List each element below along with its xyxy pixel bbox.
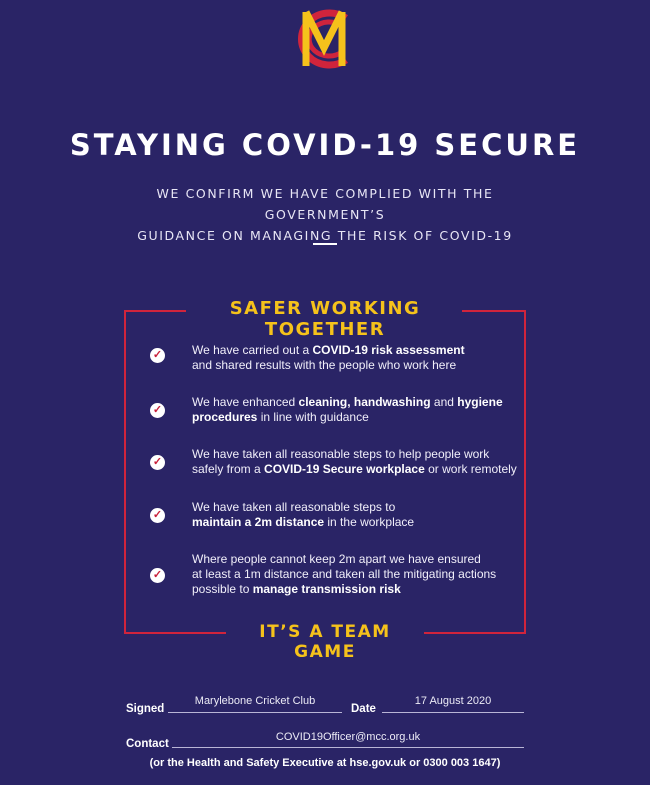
- frame-border: [124, 310, 186, 312]
- item-text-span: We have taken all reasonable steps to help people work: [192, 447, 490, 461]
- frame-border: [124, 632, 226, 634]
- item-text-span: We have taken all reasonable steps to: [192, 500, 396, 514]
- item-text-span: and: [430, 395, 458, 409]
- item-text: [192, 395, 522, 425]
- check-icon: ✓: [150, 508, 165, 523]
- item-text: [192, 447, 522, 477]
- contact-line: [172, 747, 524, 748]
- date-value: 17 August 2020: [414, 695, 492, 707]
- item-text-bold: COVID-19 risk assessment: [312, 343, 465, 357]
- item-text-span: safely from a: [192, 462, 265, 476]
- subtitle-line: GUIDANCE ON MANAGING THE RISK OF COVID-19: [137, 228, 513, 243]
- item-text-span: or work remotely: [424, 462, 517, 476]
- frame-border: [124, 310, 126, 634]
- item-text-bold: maintain a 2m distance: [192, 515, 325, 529]
- signed-value: Marylebone Cricket Club: [194, 695, 316, 707]
- footer-note: (or the Health and Safety Executive at hse.gov.uk or 0300 003 1647): [149, 757, 501, 769]
- contact-label: Contact: [126, 738, 169, 750]
- page-title: STAYING COVID-19 SECURE: [69, 128, 581, 162]
- item-text: [192, 500, 522, 530]
- date-line: [382, 712, 524, 713]
- frame-border: [524, 310, 526, 634]
- item-text-span: We have carried out a: [192, 343, 313, 357]
- item-text-span: possible to: [192, 582, 253, 596]
- item-text-bold: manage transmission risk: [252, 582, 401, 596]
- subtitle-line: WE CONFIRM WE HAVE COMPLIED WITH THE GOVERNMENT’S: [156, 186, 494, 222]
- team-game-heading: IT’S A TEAM GAME: [259, 622, 391, 662]
- item-text: [192, 343, 522, 373]
- divider: [313, 243, 337, 245]
- item-text-span: and shared results with the people who work here: [192, 358, 457, 372]
- check-icon: ✓: [150, 568, 165, 583]
- date-label: Date: [351, 703, 376, 715]
- signed-line: [168, 712, 342, 713]
- item-text-bold: hygiene: [457, 395, 503, 409]
- signed-label: Signed: [126, 703, 165, 715]
- subtitle: [100, 183, 550, 246]
- section-heading: SAFER WORKING TOGETHER: [229, 298, 421, 340]
- item-text-span: at least a 1m distance and taken all the mitigating actions: [192, 567, 497, 581]
- item-text-span: in the workplace: [324, 515, 415, 529]
- check-icon: ✓: [150, 403, 165, 418]
- item-text-bold: cleaning, handwashing: [298, 395, 431, 409]
- item-text-span: We have enhanced: [192, 395, 299, 409]
- frame-border: [424, 632, 526, 634]
- contact-value: COVID19Officer@mcc.org.uk: [275, 731, 421, 743]
- item-text: [192, 552, 522, 597]
- mcc-logo: [284, 4, 364, 74]
- check-icon: ✓: [150, 455, 165, 470]
- item-text-bold: COVID-19 Secure workplace: [264, 462, 425, 476]
- frame-border: [462, 310, 526, 312]
- item-text-span: Where people cannot keep 2m apart we have ensured: [192, 552, 481, 566]
- check-icon: ✓: [150, 348, 165, 363]
- item-text-bold: procedures: [192, 410, 258, 424]
- item-text-span: in line with guidance: [257, 410, 369, 424]
